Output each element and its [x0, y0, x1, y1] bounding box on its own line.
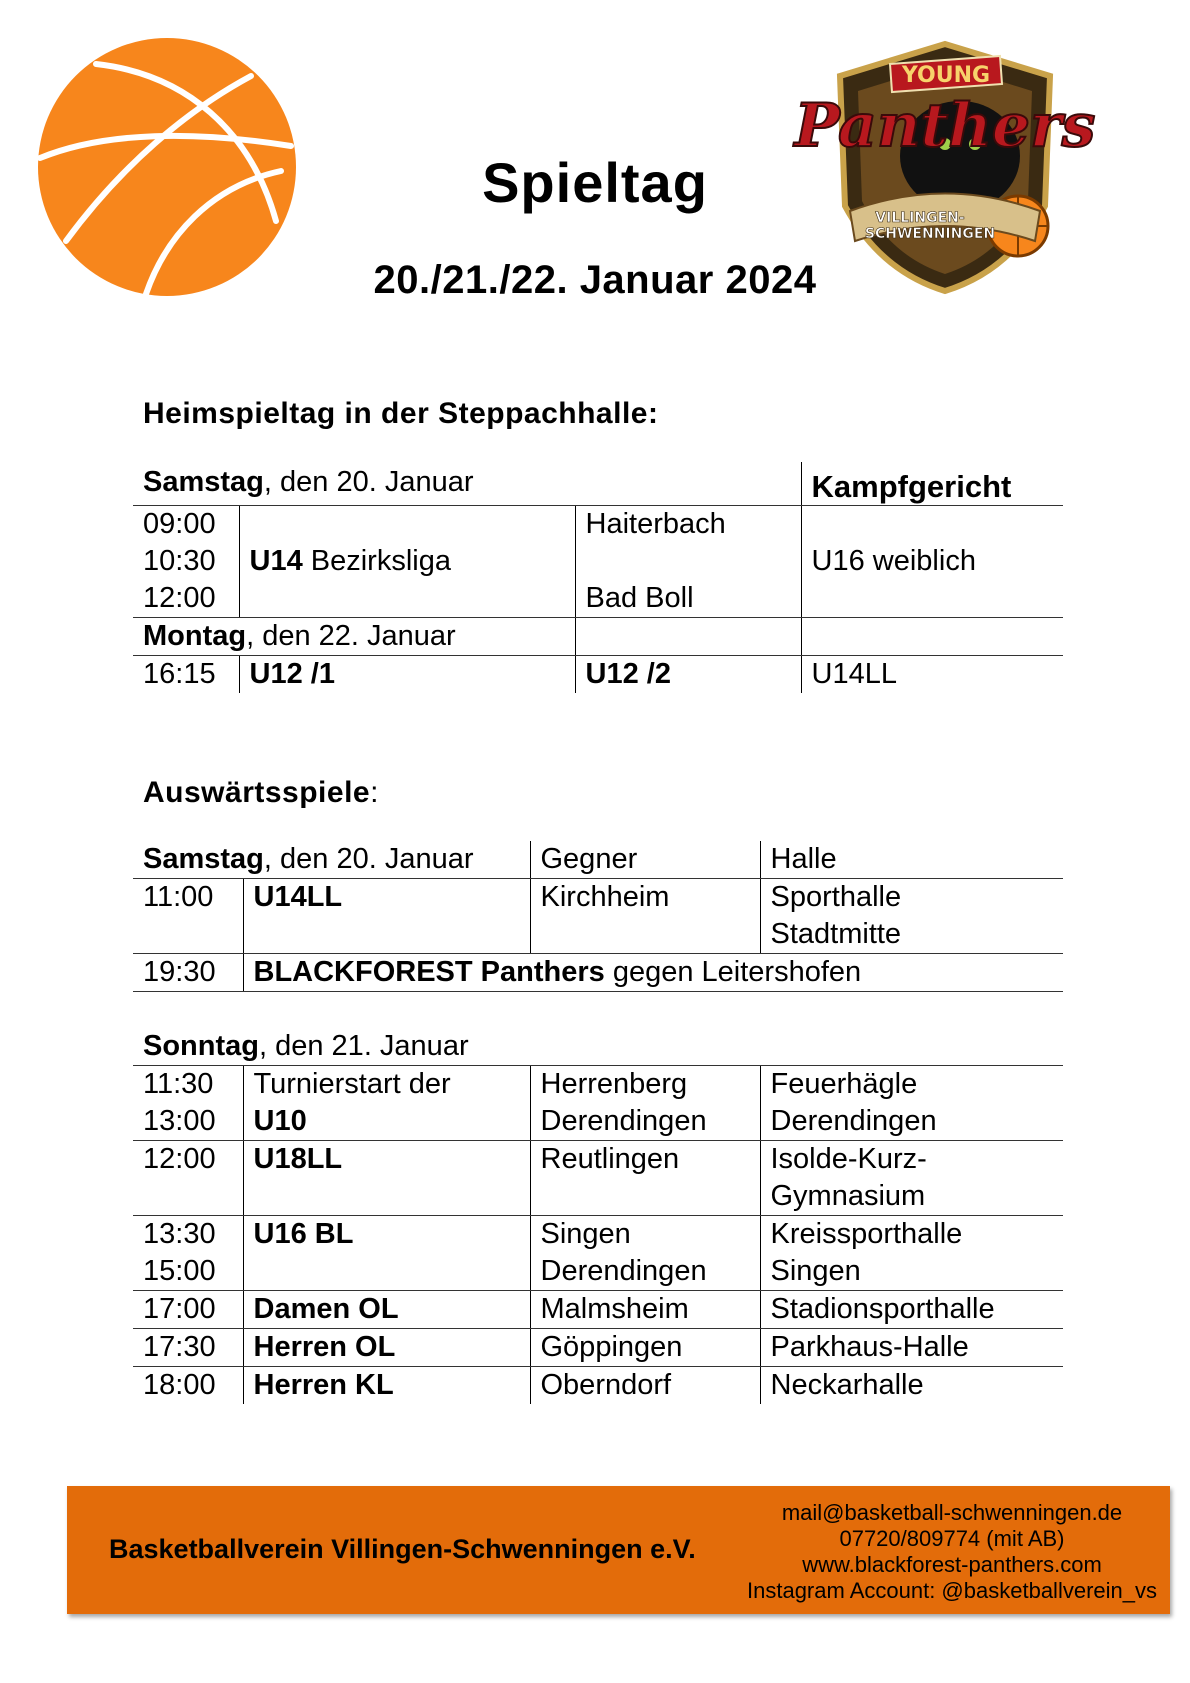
logo-ribbon-line2: SCHWENNINGEN: [864, 226, 996, 242]
team-name: Herren KL: [243, 1367, 530, 1405]
time: 17:00: [133, 1291, 243, 1329]
hall: Feuerhägle: [770, 1068, 918, 1100]
time: 11:30: [143, 1068, 214, 1100]
time: 17:30: [133, 1329, 243, 1367]
opponent: Kirchheim: [530, 879, 760, 954]
table-row: [133, 1141, 1063, 1216]
column-header-opponent: Gegner: [530, 841, 760, 879]
team-name: U12 /1: [239, 656, 575, 694]
time: 12:00: [143, 582, 216, 614]
hall: Derendingen: [770, 1105, 937, 1137]
team-name: U18LL: [243, 1141, 530, 1216]
table-row: [133, 1216, 1063, 1291]
table-row: [133, 1329, 1063, 1367]
opponent: Herrenberg: [540, 1068, 688, 1100]
opponent: Derendingen: [540, 1105, 707, 1137]
team-name: U10: [253, 1105, 307, 1137]
day-date: , den 22. Januar: [246, 620, 456, 652]
opponent: Göppingen: [530, 1329, 760, 1367]
hall: Neckarhalle: [760, 1367, 1063, 1405]
home-schedule-table: [133, 462, 1063, 693]
away-saturday-table: [133, 841, 1063, 992]
team-name: U14LL: [243, 879, 530, 954]
opponent: Oberndorf: [530, 1367, 760, 1405]
team-name: Herren OL: [243, 1329, 530, 1367]
time: 11:00: [133, 879, 243, 954]
page-title: Spieltag: [482, 151, 708, 214]
time: 16:15: [143, 658, 216, 690]
kampfgericht-header: Kampfgericht: [801, 462, 1063, 506]
hall: Singen: [770, 1255, 861, 1287]
away-heading-text: Auswärtsspiele: [143, 776, 371, 809]
time: 09:00: [143, 508, 216, 540]
day-label: Samstag: [143, 843, 264, 875]
hall: Stadionsporthalle: [760, 1291, 1063, 1329]
team-name: BLACKFOREST Panthers: [253, 956, 605, 988]
contact-info: [742, 1500, 1162, 1604]
logo-top-text: YOUNG: [901, 63, 991, 88]
day-date: , den 21. Januar: [259, 1030, 469, 1062]
instagram-account: Instagram Account: @basketballverein_vs: [747, 1578, 1157, 1603]
day-label: Samstag: [143, 466, 264, 498]
day-date: , den 20. Januar: [263, 466, 474, 498]
hall: Stadtmitte: [770, 918, 902, 950]
time: 18:00: [143, 1369, 216, 1401]
hall: Parkhaus-Halle: [760, 1329, 1063, 1367]
away-heading: [143, 776, 379, 810]
table-row: [133, 841, 1063, 879]
team-name: U16 BL: [243, 1216, 530, 1291]
table-row: [133, 462, 1063, 506]
table-row: [133, 1066, 1063, 1141]
table-row: [133, 954, 1063, 992]
day-label: Montag: [143, 620, 247, 652]
table-row: [133, 656, 1063, 694]
time: 10:30: [143, 545, 216, 577]
table-row: [133, 618, 1063, 656]
day-label: Sonntag: [143, 1030, 259, 1062]
time: 19:30: [133, 954, 243, 992]
email-link[interactable]: mail@basketball-schwenningen.de: [781, 1500, 1123, 1525]
hall: Isolde-Kurz-: [770, 1143, 927, 1175]
table-row: [133, 879, 1063, 954]
opponent: Derendingen: [540, 1255, 707, 1287]
opponent: Singen: [540, 1218, 631, 1250]
club-name: Basketballverein Villingen-Schwenningen e.V.: [109, 1534, 696, 1564]
hall: Sporthalle: [770, 881, 902, 913]
footer-banner: [67, 1486, 1170, 1614]
website-link[interactable]: www.blackforest-panthers.com: [802, 1552, 1102, 1577]
team-league: Bezirksliga: [302, 545, 451, 577]
table-row: [133, 1367, 1063, 1405]
away-sunday-table: [133, 1028, 1063, 1404]
team-name: Damen OL: [243, 1291, 530, 1329]
team-name: U14: [249, 545, 303, 577]
table-row: [133, 506, 1063, 618]
table-row: [133, 1291, 1063, 1329]
time: 13:30: [143, 1218, 216, 1250]
opponent: U12 /2: [575, 656, 801, 694]
team-note: Turnierstart der: [253, 1068, 451, 1100]
hall: Gymnasium: [770, 1180, 926, 1212]
time: 15:00: [143, 1255, 216, 1287]
event-date: 20./21./22. Januar 2024: [373, 258, 817, 302]
home-heading: Heimspieltag in der Steppachhalle:: [143, 397, 659, 430]
column-header-hall: Halle: [760, 841, 1063, 879]
logo-ribbon-line1: VILLINGEN-: [875, 210, 965, 226]
hall: Kreissporthalle: [770, 1218, 963, 1250]
opponent: Reutlingen: [530, 1141, 760, 1216]
logo-main-text: Panthers: [794, 91, 1096, 161]
opponent: Malmsheim: [530, 1291, 760, 1329]
time: 13:00: [143, 1105, 216, 1137]
kampfgericht-value: U14LL: [801, 656, 1063, 694]
phone-number: 07720/809774 (mit AB): [839, 1526, 1065, 1551]
table-row: [133, 1028, 1063, 1066]
match-text: gegen Leitershofen: [604, 956, 862, 988]
kampfgericht-value: U16 weiblich: [801, 506, 1063, 618]
opponent: Bad Boll: [585, 582, 694, 614]
opponent: Haiterbach: [585, 508, 726, 540]
day-date: , den 20. Januar: [263, 843, 474, 875]
away-heading-suffix: :: [370, 776, 379, 809]
time: 12:00: [133, 1141, 243, 1216]
